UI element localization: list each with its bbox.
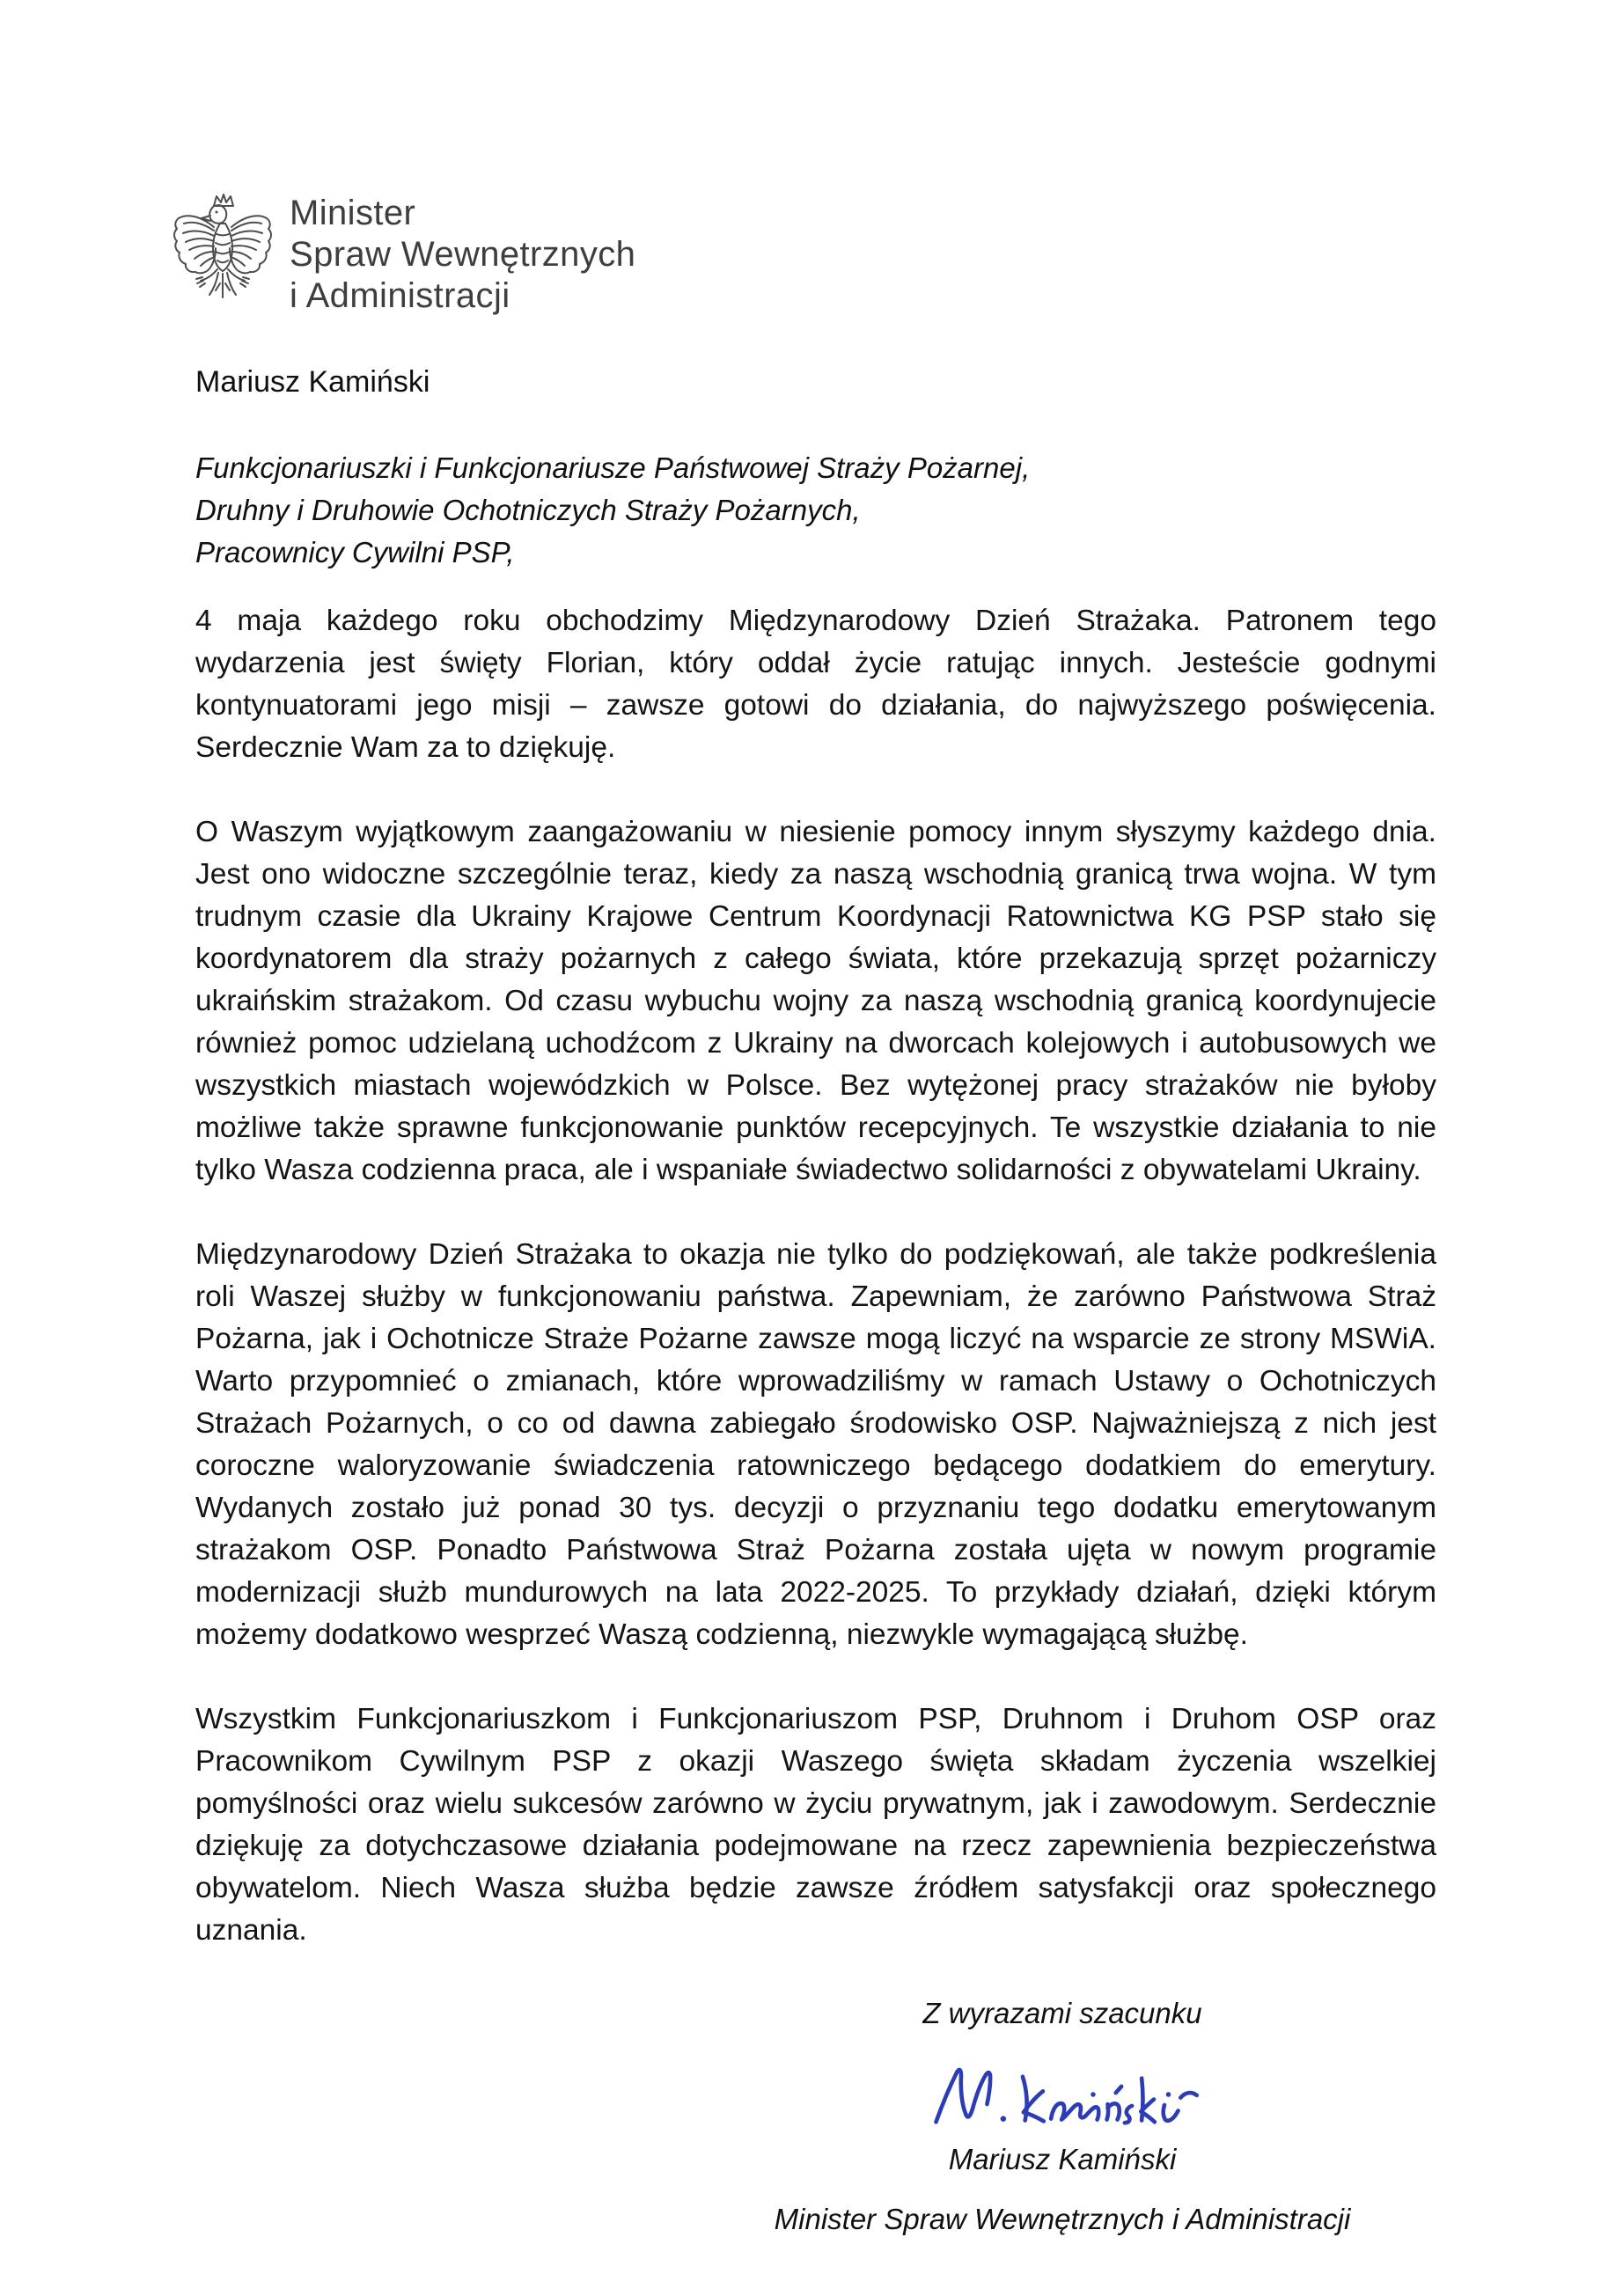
ministry-name: [290, 192, 635, 317]
salutation: [195, 447, 1436, 574]
ministry-name-line: Spraw Wewnętrznych: [290, 235, 636, 274]
ministry-name-line: i Administracji: [290, 276, 510, 315]
salutation-line: Funkcjonariuszki i Funkcjonariusze Państwowej Straży Pożarnej,: [195, 451, 1031, 484]
closing-phrase: Z wyrazami szacunku: [922, 1997, 1202, 2029]
signer-name: Mariusz Kamiński: [948, 2143, 1177, 2175]
sender-name: Mariusz Kamiński: [195, 365, 430, 399]
ministry-name-line: Minister: [290, 194, 416, 232]
closing-block: [754, 1996, 1370, 2237]
polish-eagle-coat-of-arms-icon: [170, 192, 275, 303]
signer-title: Minister Spraw Wewnętrznych i Administracji: [774, 2203, 1351, 2235]
paragraph-2: O Waszym wyjątkowym zaangażowaniu w niesienie pomocy innym słyszymy każdego dnia. Jest ono widoczne szczególnie teraz, kiedy za naszą wschodnią granicą trwa wojna. W tym trudnym czasie dla Ukrainy Krajowe Centrum Koordynacji Ratownictwa KG PSP stało się koordynatorem dla straży pożarnych z całego świata, które przekazują sprzęt pożarniczy ukraińskim strażakom. Od czasu wybuchu wojny za naszą wschodnią granicą koordynujecie również pomoc udzielaną uchodźcom z Ukrainy na dworcach kolejowych i autobusowych we wszystkich miastach wojewódzkich w Polsce. Bez wytężonej pracy strażaków nie byłoby możliwe także sprawne funkcjonowanie punktów recepcyjnych. Te wszystkie działania to nie tylko Wasza codzienna praca, ale i wspaniałe świadectwo solidarności z obywatelami Ukrainy.: [195, 816, 1436, 1186]
paragraph-1: 4 maja każdego roku obchodzimy Międzynarodowy Dzień Strażaka. Patronem tego wydarzenia jest święty Florian, który oddał życie ratując innych. Jesteście godnymi kontynuatorami jego misji – zawsze gotowi do działania, do najwyższego poświęcenia. Serdecznie Wam za to dziękuję.: [195, 605, 1436, 764]
letterhead: [0, 0, 1623, 317]
salutation-line: Druhny i Druhowie Ochotniczych Straży Pożarnych,: [195, 494, 861, 526]
salutation-line: Pracownicy Cywilni PSP,: [195, 536, 515, 568]
handwritten-signature: [913, 2054, 1212, 2135]
paragraph-3: Międzynarodowy Dzień Strażaka to okazja nie tylko do podziękowań, ale także podkreślenia roli Waszej służby w funkcjonowaniu państwa. Zapewniam, że zarówno Państwowa Straż Pożarna, jak i Ochotnicze Straże Pożarne zawsze mogą liczyć na wsparcie ze strony MSWiA. Warto przypomnieć o zmianach, które wprowadziliśmy w ramach Ustawy o Ochotniczych Strażach Pożarnych, o co od dawna zabiegało środowisko OSP. Najważniejszą z nich jest coroczne waloryzowanie świadczenia ratowniczego będącego dodatkiem do emerytury. Wydanych zostało już ponad 30 tys. decyzji o przyznaniu tego dodatku emerytowanym strażakom OSP. Ponadto Państwowa Straż Pożarna została ujęta w nowym programie modernizacji służb mundurowych na lata 2022-2025. To przykłady działań, dzięki którym możemy dodatkowo wesprzeć Waszą codzienną, niezwykle wymagającą służbę.: [195, 1238, 1436, 1651]
letter-body: [195, 600, 1436, 1952]
paragraph-4: Wszystkim Funkcjonariuszkom i Funkcjonariuszom PSP, Druhnom i Druhom OSP oraz Pracownikom Cywilnym PSP z okazji Waszego święta składam życzenia wszelkiej pomyślności oraz wielu sukcesów zarówno w życiu prywatnym, jak i zawodowym. Serdecznie dziękuję za dotychczasowe działania podejmowane na rzecz zapewnienia bezpieczeństwa obywatelom. Niech Wasza służba będzie zawsze źródłem satysfakcji oraz społecznego uznania.: [195, 1703, 1436, 1947]
